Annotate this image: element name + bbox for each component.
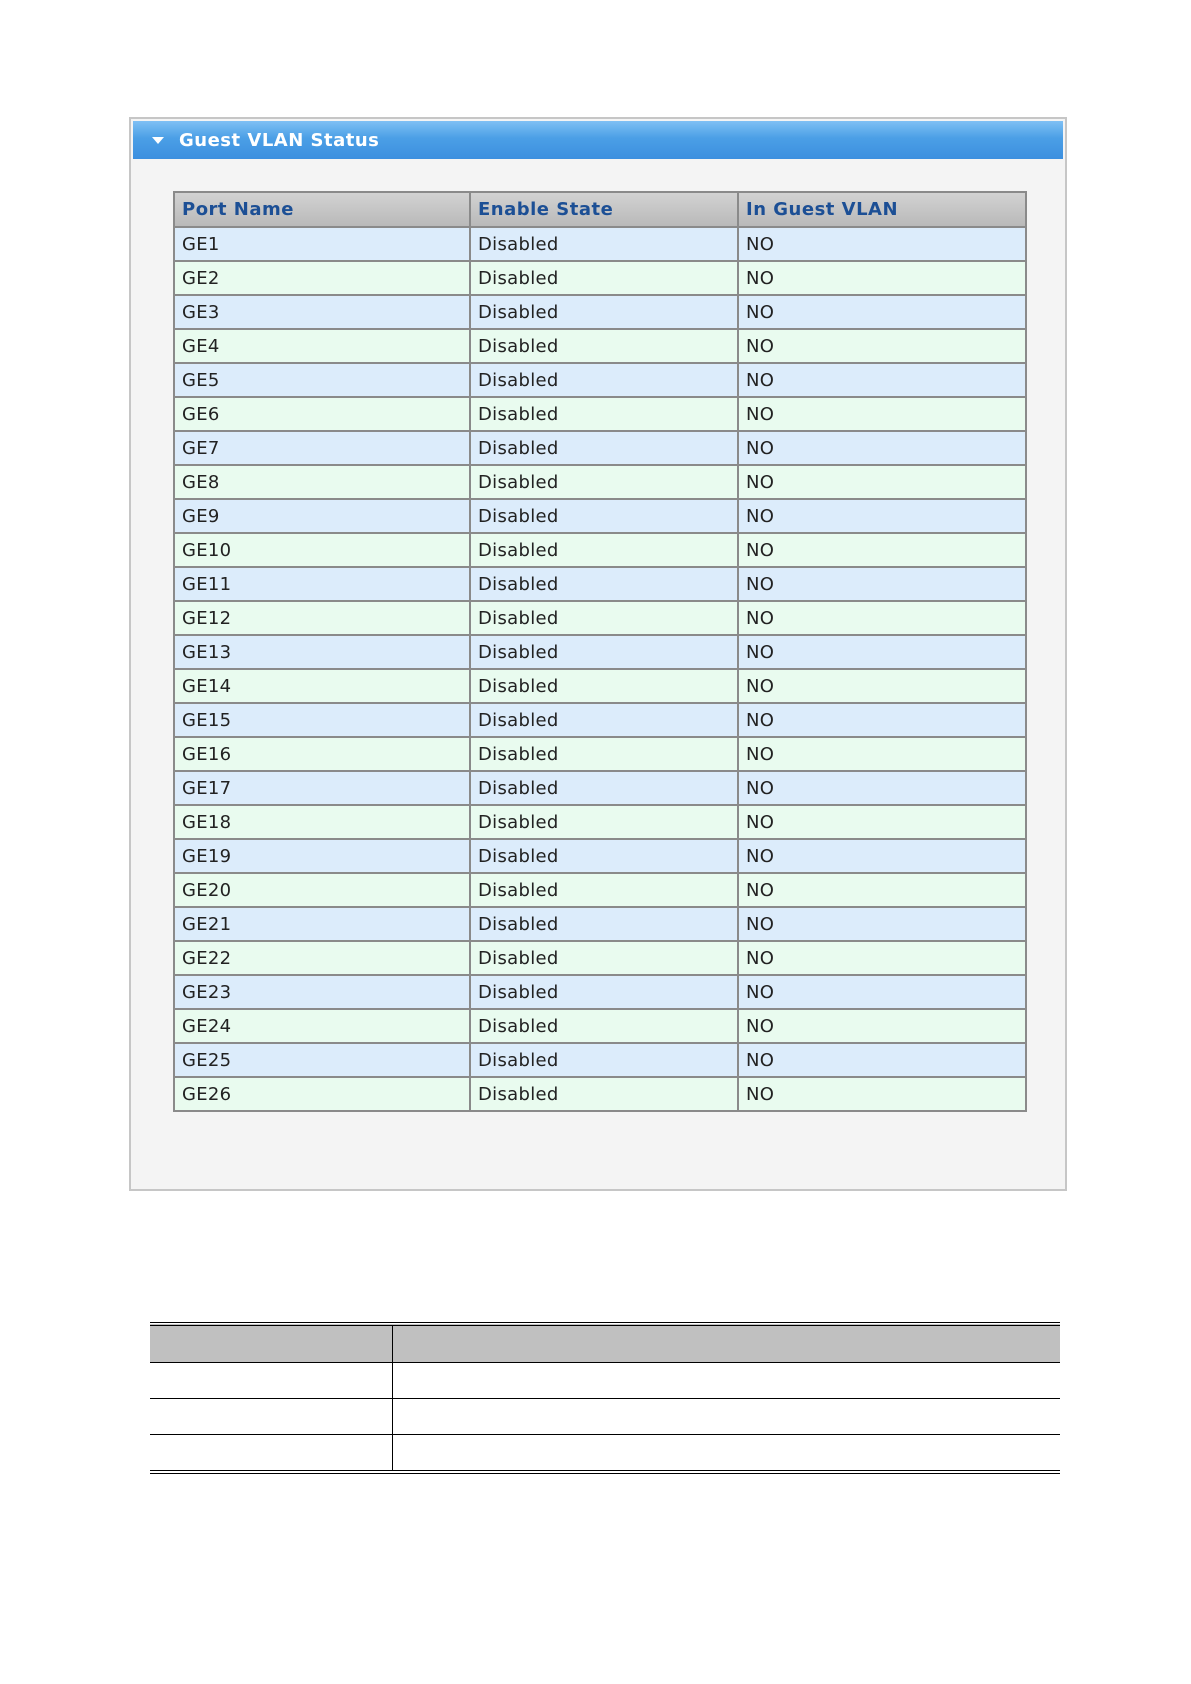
enable-state-cell: Disabled bbox=[470, 941, 738, 975]
table-row bbox=[174, 1043, 1026, 1077]
description-header-cell-description bbox=[393, 1324, 1061, 1363]
enable-state-cell: Disabled bbox=[470, 1009, 738, 1043]
table-row bbox=[174, 397, 1026, 431]
table-row bbox=[174, 533, 1026, 567]
port-name-cell: GE14 bbox=[174, 669, 470, 703]
table-row bbox=[174, 703, 1026, 737]
port-name-cell: GE23 bbox=[174, 975, 470, 1009]
table-row bbox=[174, 499, 1026, 533]
description-cell-object bbox=[150, 1435, 393, 1473]
enable-state-cell: Disabled bbox=[470, 431, 738, 465]
in-guest-vlan-cell: NO bbox=[738, 805, 1026, 839]
table-row bbox=[174, 1077, 1026, 1111]
table-row bbox=[174, 465, 1026, 499]
port-name-cell: GE10 bbox=[174, 533, 470, 567]
enable-state-cell: Disabled bbox=[470, 635, 738, 669]
description-table-row bbox=[150, 1435, 1060, 1473]
in-guest-vlan-cell: NO bbox=[738, 465, 1026, 499]
panel-title: Guest VLAN Status bbox=[179, 129, 380, 151]
table-row bbox=[174, 941, 1026, 975]
table-row bbox=[174, 1009, 1026, 1043]
description-cell-description bbox=[393, 1435, 1061, 1473]
enable-state-cell: Disabled bbox=[470, 839, 738, 873]
description-cell-object bbox=[150, 1399, 393, 1435]
enable-state-cell: Disabled bbox=[470, 737, 738, 771]
in-guest-vlan-cell: NO bbox=[738, 669, 1026, 703]
port-name-cell: GE12 bbox=[174, 601, 470, 635]
column-header-in-guest-vlan: In Guest VLAN bbox=[738, 192, 1026, 227]
table-header-row bbox=[174, 192, 1026, 227]
in-guest-vlan-cell: NO bbox=[738, 771, 1026, 805]
table-row bbox=[174, 227, 1026, 261]
enable-state-cell: Disabled bbox=[470, 1043, 738, 1077]
enable-state-cell: Disabled bbox=[470, 1077, 738, 1111]
description-cell-object bbox=[150, 1363, 393, 1399]
table-row bbox=[174, 329, 1026, 363]
in-guest-vlan-cell: NO bbox=[738, 737, 1026, 771]
port-name-cell: GE6 bbox=[174, 397, 470, 431]
table-row bbox=[174, 431, 1026, 465]
table-row bbox=[174, 805, 1026, 839]
table-row bbox=[174, 873, 1026, 907]
description-table bbox=[150, 1322, 1060, 1474]
table-row bbox=[174, 567, 1026, 601]
port-name-cell: GE25 bbox=[174, 1043, 470, 1077]
enable-state-cell: Disabled bbox=[470, 669, 738, 703]
port-name-cell: GE4 bbox=[174, 329, 470, 363]
in-guest-vlan-cell: NO bbox=[738, 975, 1026, 1009]
port-name-cell: GE20 bbox=[174, 873, 470, 907]
port-name-cell: GE1 bbox=[174, 227, 470, 261]
enable-state-cell: Disabled bbox=[470, 533, 738, 567]
enable-state-cell: Disabled bbox=[470, 465, 738, 499]
enable-state-cell: Disabled bbox=[470, 601, 738, 635]
port-name-cell: GE17 bbox=[174, 771, 470, 805]
in-guest-vlan-cell: NO bbox=[738, 941, 1026, 975]
in-guest-vlan-cell: NO bbox=[738, 261, 1026, 295]
table-body bbox=[174, 227, 1026, 1111]
in-guest-vlan-cell: NO bbox=[738, 533, 1026, 567]
port-name-cell: GE15 bbox=[174, 703, 470, 737]
panel-header[interactable] bbox=[133, 121, 1063, 159]
in-guest-vlan-cell: NO bbox=[738, 873, 1026, 907]
table-row bbox=[174, 669, 1026, 703]
in-guest-vlan-cell: NO bbox=[738, 227, 1026, 261]
description-table-row bbox=[150, 1399, 1060, 1435]
in-guest-vlan-cell: NO bbox=[738, 499, 1026, 533]
in-guest-vlan-cell: NO bbox=[738, 1043, 1026, 1077]
in-guest-vlan-cell: NO bbox=[738, 635, 1026, 669]
table-row bbox=[174, 601, 1026, 635]
description-cell-description bbox=[393, 1399, 1061, 1435]
in-guest-vlan-cell: NO bbox=[738, 295, 1026, 329]
table-row bbox=[174, 295, 1026, 329]
table-row bbox=[174, 635, 1026, 669]
enable-state-cell: Disabled bbox=[470, 227, 738, 261]
port-name-cell: GE2 bbox=[174, 261, 470, 295]
port-name-cell: GE9 bbox=[174, 499, 470, 533]
table-row bbox=[174, 907, 1026, 941]
enable-state-cell: Disabled bbox=[470, 975, 738, 1009]
port-name-cell: GE22 bbox=[174, 941, 470, 975]
enable-state-cell: Disabled bbox=[470, 873, 738, 907]
in-guest-vlan-cell: NO bbox=[738, 907, 1026, 941]
enable-state-cell: Disabled bbox=[470, 703, 738, 737]
enable-state-cell: Disabled bbox=[470, 397, 738, 431]
in-guest-vlan-cell: NO bbox=[738, 567, 1026, 601]
port-name-cell: GE16 bbox=[174, 737, 470, 771]
enable-state-cell: Disabled bbox=[470, 805, 738, 839]
guest-vlan-status-table bbox=[173, 191, 1027, 1112]
table-row bbox=[174, 261, 1026, 295]
in-guest-vlan-cell: NO bbox=[738, 1077, 1026, 1111]
column-header-port-name: Port Name bbox=[174, 192, 470, 227]
port-name-cell: GE7 bbox=[174, 431, 470, 465]
enable-state-cell: Disabled bbox=[470, 295, 738, 329]
in-guest-vlan-cell: NO bbox=[738, 601, 1026, 635]
port-name-cell: GE8 bbox=[174, 465, 470, 499]
table-row bbox=[174, 363, 1026, 397]
in-guest-vlan-cell: NO bbox=[738, 397, 1026, 431]
description-header-cell-object bbox=[150, 1324, 393, 1363]
enable-state-cell: Disabled bbox=[470, 261, 738, 295]
in-guest-vlan-cell: NO bbox=[738, 329, 1026, 363]
in-guest-vlan-cell: NO bbox=[738, 703, 1026, 737]
in-guest-vlan-cell: NO bbox=[738, 363, 1026, 397]
enable-state-cell: Disabled bbox=[470, 771, 738, 805]
column-header-enable-state: Enable State bbox=[470, 192, 738, 227]
collapse-triangle-icon[interactable] bbox=[152, 137, 164, 144]
table-row bbox=[174, 771, 1026, 805]
port-name-cell: GE26 bbox=[174, 1077, 470, 1111]
table-row bbox=[174, 737, 1026, 771]
enable-state-cell: Disabled bbox=[470, 907, 738, 941]
port-name-cell: GE21 bbox=[174, 907, 470, 941]
table-row bbox=[174, 975, 1026, 1009]
enable-state-cell: Disabled bbox=[470, 567, 738, 601]
port-name-cell: GE5 bbox=[174, 363, 470, 397]
port-name-cell: GE19 bbox=[174, 839, 470, 873]
in-guest-vlan-cell: NO bbox=[738, 431, 1026, 465]
description-table-header-row bbox=[150, 1324, 1060, 1363]
enable-state-cell: Disabled bbox=[470, 329, 738, 363]
enable-state-cell: Disabled bbox=[470, 499, 738, 533]
description-cell-description bbox=[393, 1363, 1061, 1399]
port-name-cell: GE13 bbox=[174, 635, 470, 669]
description-table-row bbox=[150, 1363, 1060, 1399]
port-name-cell: GE3 bbox=[174, 295, 470, 329]
in-guest-vlan-cell: NO bbox=[738, 1009, 1026, 1043]
port-name-cell: GE18 bbox=[174, 805, 470, 839]
port-name-cell: GE11 bbox=[174, 567, 470, 601]
enable-state-cell: Disabled bbox=[470, 363, 738, 397]
port-name-cell: GE24 bbox=[174, 1009, 470, 1043]
in-guest-vlan-cell: NO bbox=[738, 839, 1026, 873]
guest-vlan-status-panel bbox=[129, 117, 1067, 1191]
table-row bbox=[174, 839, 1026, 873]
